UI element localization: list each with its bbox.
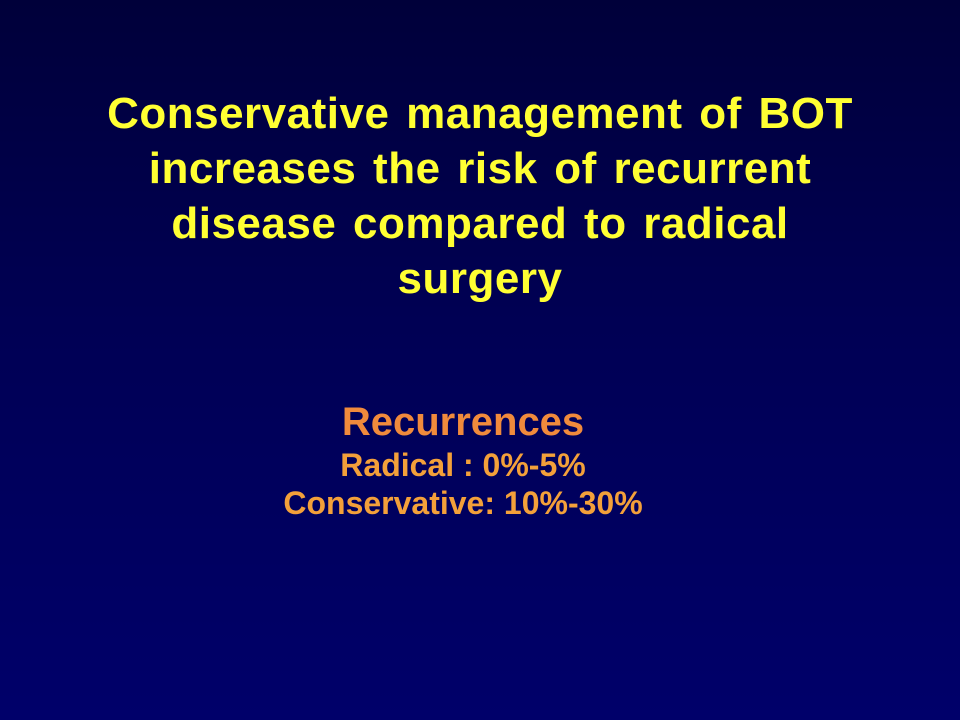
- title-line-3: disease compared to radical: [171, 199, 789, 248]
- conservative-rate: Conservative: 10%-30%: [283, 485, 643, 521]
- slide-title: [20, 86, 940, 306]
- recurrences-heading: Recurrences: [341, 400, 585, 444]
- radical-rate: Radical : 0%-5%: [340, 447, 586, 483]
- title-line-1: Conservative management of BOT: [107, 89, 853, 138]
- recurrence-stats: [0, 398, 926, 522]
- title-line-2: increases the risk of recurrent: [148, 144, 812, 193]
- title-line-4: surgery: [397, 254, 563, 303]
